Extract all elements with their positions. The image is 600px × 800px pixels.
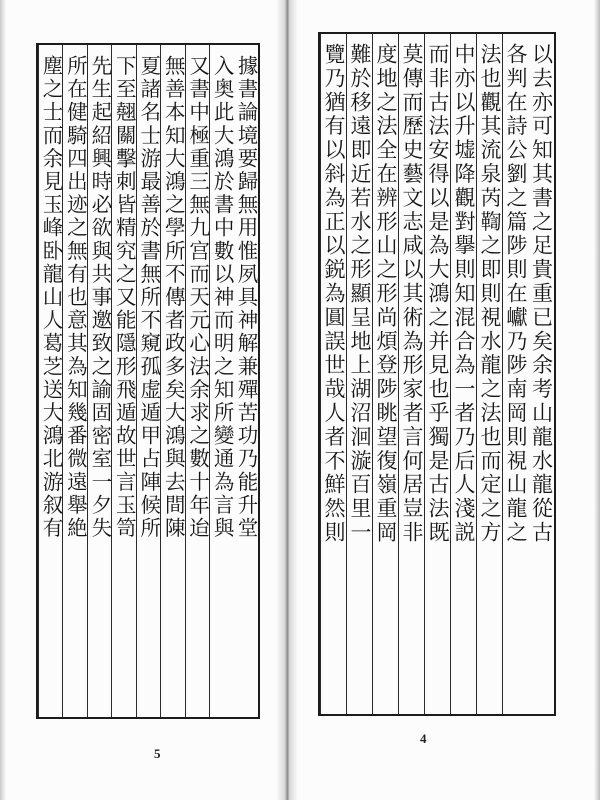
column-text: 以去亦可知其書之足貴重已矣余考山龍水龍從古 xyxy=(529,43,554,545)
text-column xyxy=(450,34,476,714)
text-column xyxy=(160,45,184,717)
text-column xyxy=(136,45,160,717)
left-page-number: 5 xyxy=(154,746,161,761)
column-text: 法也觀其流泉芮鞫之即則視水龍之法也而定之方 xyxy=(478,43,502,545)
left-page xyxy=(0,0,286,800)
text-column xyxy=(502,34,528,714)
left-text-frame xyxy=(36,43,260,719)
column-text: 先生起紹興時必欲與共事邀致之諭固密室一夕失 xyxy=(87,55,112,541)
column-text: 難於移遠即近若水之形顯呈地上湖沼洄漩百里一 xyxy=(348,43,372,545)
text-column xyxy=(320,34,346,714)
text-column xyxy=(209,45,233,717)
book-gutter xyxy=(276,0,298,800)
text-column xyxy=(62,45,86,717)
text-column xyxy=(528,34,554,714)
text-column xyxy=(398,34,424,714)
column-text: 無善本知大鴻之學所不傳者政多矣大鴻與去間陳 xyxy=(161,55,186,541)
text-column xyxy=(346,34,372,714)
right-page-number: 4 xyxy=(420,731,427,746)
text-column xyxy=(476,34,502,714)
column-text: 入奥此大鴻於書中數以神而明之知所變通為言與 xyxy=(210,55,235,541)
column-text: 覽乃猶有以斜為正以鋭為圓誤世哉人者不鮮然則 xyxy=(322,43,346,545)
column-text: 莫傳而歷史藝文志咸以其術為形家者言何居豈非 xyxy=(400,43,424,545)
column-text: 據書論境要歸無用惟夙具神解兼殫苦功乃能升堂 xyxy=(234,55,259,541)
column-text: 所在健騎四出迹之無有也意其為知幾番微遠舉絶 xyxy=(63,55,88,541)
text-column xyxy=(424,34,450,714)
column-text: 而非古法安得以是為大鴻之并見也乎獨是古法既 xyxy=(426,43,450,545)
right-text-frame xyxy=(318,32,556,716)
text-column xyxy=(87,45,111,717)
column-text: 度地之法全在辨形山之形尚煩登陟眺望復嶺重岡 xyxy=(374,43,398,545)
text-column xyxy=(372,34,398,714)
column-text: 各判在詩公劉之篇陟則在巘乃陟南岡則視山龍之 xyxy=(504,43,528,545)
column-text: 夏諸名士游最善於書無所不窺孤虚遁甲占陣候所 xyxy=(136,55,161,541)
text-column xyxy=(38,45,62,717)
scan-edge-shadow xyxy=(0,0,6,800)
text-column xyxy=(234,45,258,717)
text-column xyxy=(185,45,209,717)
column-text: 下至翹關擊刺皆精究之又能隱形飛遁故世言玉笥 xyxy=(112,55,137,541)
scan-edge-shadow-right xyxy=(594,0,600,800)
text-column xyxy=(111,45,135,717)
right-page xyxy=(286,0,600,800)
column-text: 中亦以升墟降觀對擧則知混合為一者乃后人淺説 xyxy=(452,43,476,545)
column-text: 塵之士而余見玉峰卧龍山人葛芝送大鴻北游叙有 xyxy=(38,55,63,541)
column-text: 又書中極重三無九宫而天元心法余求之數十年迨 xyxy=(185,55,210,541)
